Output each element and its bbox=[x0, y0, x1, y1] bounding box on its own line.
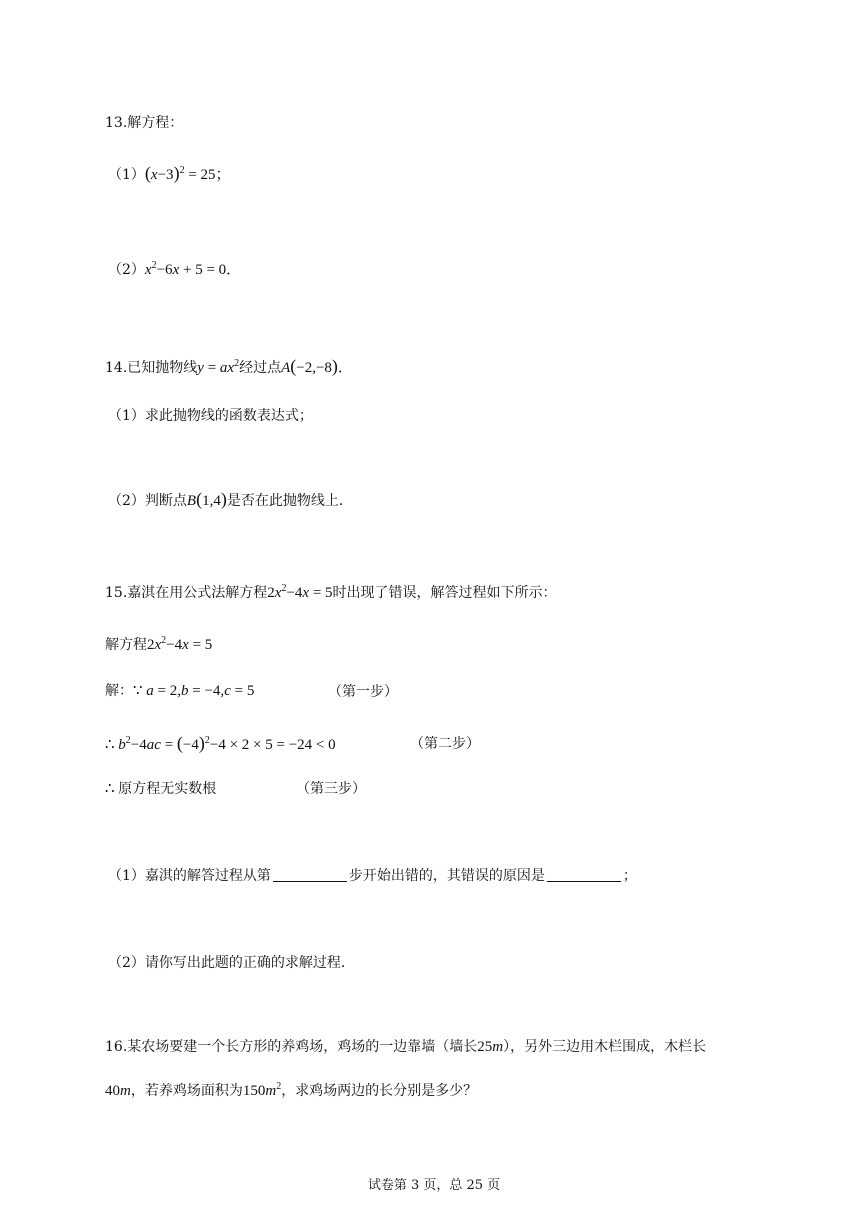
q14-title-prefix: 14.已知抛物线 bbox=[105, 360, 198, 376]
q15-solve-line bbox=[105, 634, 212, 656]
q15-title-suffix: 时出现了错误，解答过程如下所示： bbox=[332, 585, 557, 601]
q15-part1-mid: 步开始出错的，其错误的原因是 bbox=[348, 868, 545, 884]
q13-part1-label: （1） bbox=[108, 167, 145, 183]
q16-line2-mid: ，若养鸡场面积为 bbox=[130, 1083, 243, 1099]
q15-solve-label: 解方程 bbox=[105, 637, 147, 653]
q15-step-blank[interactable] bbox=[273, 867, 347, 882]
q14-title-mid: 经过点 bbox=[239, 360, 282, 376]
q14-parabola-formula: $y = ax^2$ bbox=[197, 358, 240, 376]
q15-therefore-symbol: ∴ bbox=[105, 781, 119, 797]
q13-part2 bbox=[108, 259, 241, 281]
q14-part2-suffix: 是否在此抛物线上． bbox=[226, 493, 353, 509]
q15-step3-line bbox=[105, 778, 216, 800]
q15-step2-math: ∴ $b^2-4ac = (-4)^2-4 \times 2 \times 5 = -24 < 0$ bbox=[105, 733, 336, 753]
q16-area: $150m^2$ bbox=[242, 1081, 282, 1099]
q15-part1-prefix: （1）嘉淇的解答过程从第 bbox=[108, 868, 271, 884]
q14-title bbox=[105, 355, 353, 379]
q14-point-a: A(−2,−8)． bbox=[281, 356, 353, 376]
q15-equation: $2x^2-4x = 5$ bbox=[267, 583, 333, 601]
q15-step3-note: （第三步） bbox=[296, 781, 366, 797]
page-footer: 试卷第 3 页，总 25 页 bbox=[367, 1178, 501, 1193]
q15-step1-note: （第一步） bbox=[328, 684, 398, 700]
q15-step2-line bbox=[105, 732, 336, 756]
q16-fence-length: 40m bbox=[105, 1083, 131, 1099]
q15-title-prefix: 15.嘉淇在用公式法解方程 bbox=[105, 585, 268, 601]
q16-line2-suffix: ，求鸡场两边的长分别是多少？ bbox=[281, 1083, 478, 1099]
q14-part1: （1）求此抛物线的函数表达式； bbox=[108, 408, 313, 424]
q15-step2-note: （第二步） bbox=[410, 736, 480, 752]
q15-step1-line bbox=[105, 680, 254, 702]
q16-line1-suffix: ），另外三边用木栏围成，木栏长 bbox=[503, 1039, 707, 1055]
q15-part1 bbox=[108, 865, 637, 887]
q15-reason-blank[interactable] bbox=[547, 867, 621, 882]
q13-equation1: $(x-3)^2 = 25$； bbox=[144, 163, 231, 183]
q16-wall-length: 25m bbox=[477, 1039, 504, 1055]
q14-point-b: B(1,4) bbox=[186, 489, 227, 509]
q13-part1 bbox=[108, 162, 231, 186]
q15-part1-end: ； bbox=[622, 868, 637, 884]
q16-line1 bbox=[105, 1036, 706, 1058]
q16-line1-prefix: 16.某农场要建一个长方形的养鸡场，鸡场的一边靠墙（墙长 bbox=[105, 1039, 478, 1055]
q15-jie-label: 解： bbox=[105, 683, 133, 699]
q13-part2-label: （2） bbox=[108, 262, 145, 278]
q13-equation2: $x^2-6x + 5 = 0$． bbox=[144, 260, 242, 278]
q15-part2: （2）请你写出此题的正确的求解过程． bbox=[108, 955, 355, 971]
q15-step3-text: 原方程无实数根 bbox=[118, 781, 217, 797]
q15-solve-equation: $2x^2-4x = 5$ bbox=[147, 635, 213, 653]
q14-part2 bbox=[108, 488, 353, 512]
q13-title: 13.解方程： bbox=[105, 115, 184, 131]
q15-step1-math: ∵ a = 2,b = −4,c = 5 bbox=[133, 683, 255, 699]
q14-part2-prefix: （2）判断点 bbox=[108, 493, 187, 509]
q16-line2 bbox=[105, 1080, 477, 1102]
q15-title bbox=[105, 582, 557, 604]
